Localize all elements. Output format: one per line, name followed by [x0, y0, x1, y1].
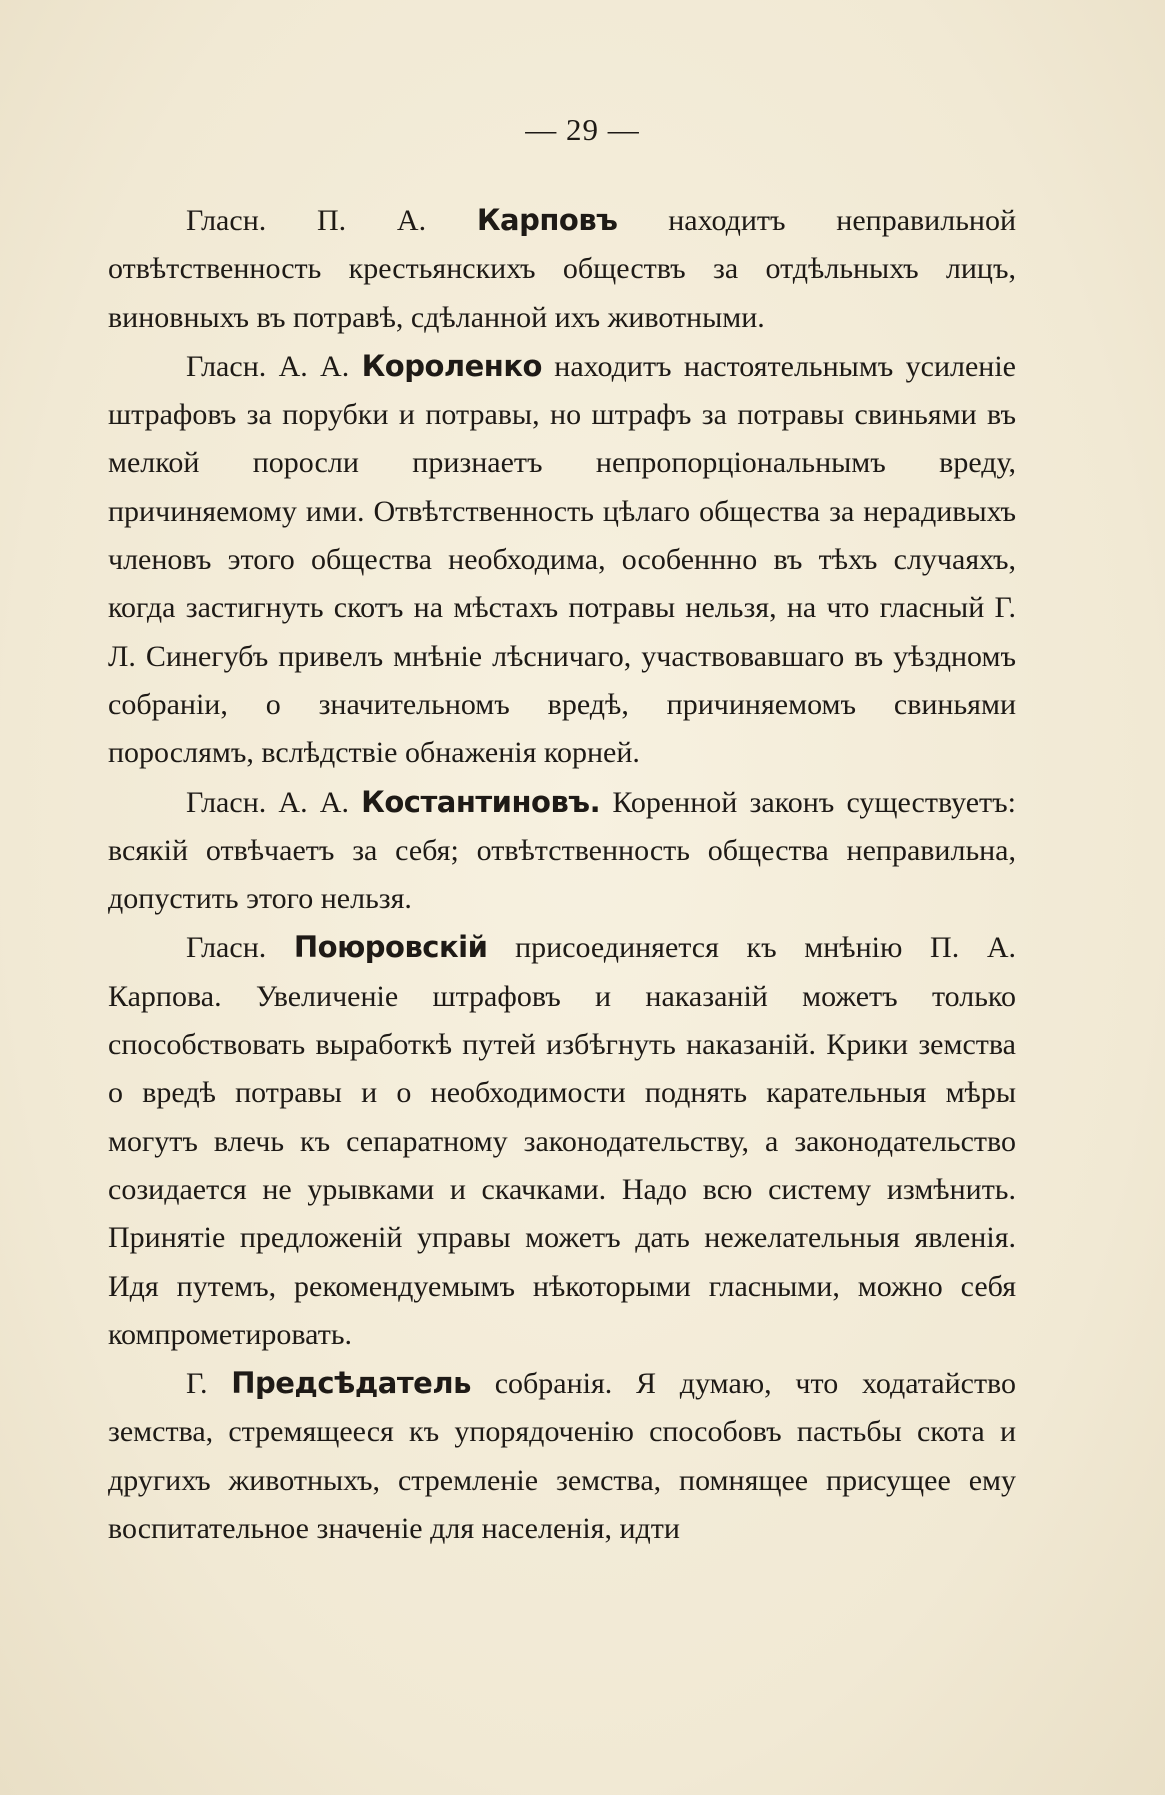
paragraph-korolenko [108, 342, 1016, 778]
paragraph-text: находитъ настоятельнымъ усиленіе штрафовъ за порубки и потравы, но штрафъ за потравы свиньями въ мелкой поросли признаетъ непропорціональнымъ вреду, причиняемому ими. Отвѣтственность цѣлаго общества за нерадивыхъ членовъ этого общества необходима, особеннно въ тѣхъ случаяхъ, когда застигнуть скотъ на мѣстахъ потравы нельзя, на что гласный Г. Л. Синегубъ привелъ мнѣніе лѣсничаго, участвовавшаго въ уѣздномъ собраніи, о значительномъ вредѣ, причиняемомъ свиньями порослямъ, вслѣдствіе обнаженія корней. [108, 349, 1016, 770]
paragraph-text: собранія. Я думаю, что ходатайство земства, стремящееся къ упорядоченію способовъ пастьбы скота и другихъ животныхъ, стремленіе земства, помнящее присущее ему воспитательное значеніе для населенія, идти [108, 1367, 1017, 1546]
page-number: — 29 — [525, 112, 640, 147]
paragraph-text: присоединяется къ мнѣнію П. А. Карпова. Увеличеніе штрафовъ и наказаній можетъ только способствовать выработкѣ путей избѣгнуть наказаній. Крики земства о вредѣ потравы и о необходимости поднять карательныя мѣры могутъ влечь къ сепаратному законодательству, а законодательство созидается не урывками и скачками. Надо всю систему измѣнить. Принятіе предложеній управы можетъ дать нежелательныя явленія. Идя путемъ, рекомендуемымъ нѣкоторыми гласными, можно себя компрометировать. [108, 931, 1016, 1351]
paragraph-kostantinov [108, 778, 1016, 924]
speaker-title: Гласн. А. А. [186, 785, 349, 819]
speaker-title: Г. [186, 1367, 208, 1401]
speaker-name: Карповъ [476, 203, 618, 237]
speaker-name: Поюровскій [293, 930, 488, 965]
speaker-name: Короленко [361, 348, 542, 383]
body-text [108, 196, 1016, 1553]
paragraph-karpov [108, 196, 1016, 342]
speaker-name: Предсѣдатель [231, 1366, 471, 1401]
speaker-title: Гласн. А. А. [186, 349, 350, 383]
paragraph-chairman [108, 1359, 1016, 1553]
speaker-title: Гласн. П. А. [186, 204, 427, 237]
speaker-title: Гласн. [186, 931, 267, 965]
paragraph-text: находитъ неправильной отвѣтственность крестьянскихъ обществъ за отдѣльныхъ лицъ, виновныхъ въ потравѣ, сдѣланной ихъ животными. [108, 204, 1016, 334]
speaker-name: Костантиновъ. [361, 784, 601, 819]
paragraph-poyurovsky [108, 923, 1016, 1359]
paragraph-text: Коренной законъ существуетъ: всякій отвѣчаетъ за себя; отвѣтственность общества неправильна, допустить этого нельзя. [108, 785, 1016, 916]
